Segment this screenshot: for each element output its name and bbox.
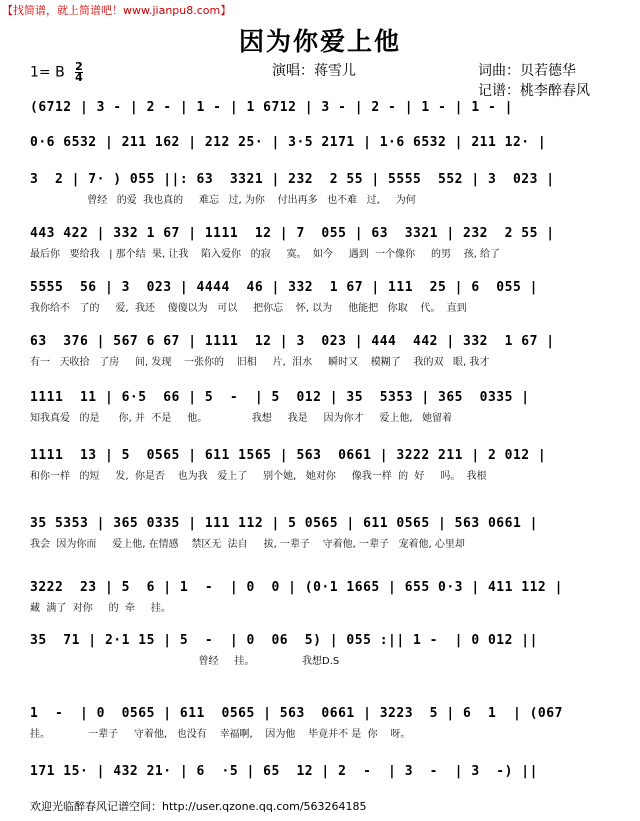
notation-line: 1 - | 0 0565 | 611 0565 | 563 0661 | 3223 5 | 6 1 | (067 xyxy=(30,706,563,721)
lyric-line: 曾经 挂。 我想D.S xyxy=(30,656,340,667)
lyric-line: 和你一样 的短 发, 你是否 也为我 爱上了 别个她, 她对你 像我一样 的 好 吗。 我根 xyxy=(30,471,487,482)
key-label: 1= B xyxy=(30,64,65,81)
lyric-line: 曾经 的爱 我也真的 难忘 过, 为你 付出再多 也不难 过, 为何 xyxy=(30,195,416,206)
notation-line: 35 71 | 2·1 15 | 5 - | 0 06 5) | 055 :|| 1 - | 0 012 || xyxy=(30,633,538,648)
notation-line: 3 2 | 7· ) 055 ||: 63 3321 | 232 2 55 | 5555 552 | 3 023 | xyxy=(30,172,555,187)
notation-line: 35 5353 | 365 0335 | 111 112 | 5 0565 | 611 0565 | 563 0661 | xyxy=(30,516,538,531)
notation-line: 1111 11 | 6·5 66 | 5 - | 5 012 | 35 5353 | 365 0335 | xyxy=(30,390,530,405)
lyric-line: 最后你 要给我 | 那个结 果, 让我 陷入爱你 的寂 寞。 如今 遇到 一个像你 的男 孩, 给了 xyxy=(30,249,501,260)
notation-line: 1111 13 | 5 0565 | 611 1565 | 563 0661 | 3222 211 | 2 012 | xyxy=(30,448,547,463)
singer-credit: 演唱：蒋雪儿 xyxy=(272,63,356,79)
notation-line: 171 15· | 432 21· | 6 ·5 | 65 12 | 2 - | 3 - | 3 -) || xyxy=(30,764,538,779)
lyric-line: 挂。 一辈子 守着他, 也没有 幸福啊, 因为他 毕竟并不 是 你 呀。 xyxy=(30,729,411,740)
composer-credit: 词曲：贝若德华 xyxy=(478,63,576,79)
notation-line: 443 422 | 332 1 67 | 1111 12 | 7 055 | 63 3321 | 232 2 55 | xyxy=(30,226,555,241)
notation-line: 0·6 6532 | 211 162 | 212 25· | 3·5 2171 | 1·6 6532 | 211 12· | xyxy=(30,135,547,150)
lyric-line: 知我真爱 的是 你, 并 不是 他。 我想 我是 因为你才 爱上他, 她留着 xyxy=(30,413,453,424)
source-banner: 【找简谱，就上简谱吧！www.jianpu8.com】 xyxy=(2,4,232,17)
lyric-line: 藏 满了 对你 的 牵 挂。 xyxy=(30,603,171,614)
transcriber-credit: 记谱：桃李醉春风 xyxy=(478,83,590,99)
time-signature-bottom: 4 xyxy=(75,71,83,84)
time-signature xyxy=(75,62,83,83)
notation-line: 3222 23 | 5 6 | 1 - | 0 0 | (0·1 1665 | 655 0·3 | 411 112 | xyxy=(30,580,563,595)
notation-line: 5555 56 | 3 023 | 4444 46 | 332 1 67 | 111 25 | 6 055 | xyxy=(30,280,538,295)
notation-line: (6712 | 3 - | 2 - | 1 - | 1 6712 | 3 - | 2 - | 1 - | 1 - | xyxy=(30,100,513,115)
lyric-line: 我你给不 了的 爱, 我还 傻傻以为 可以 把你忘 怀, 以为 他能把 你取 代。 直到 xyxy=(30,303,467,314)
notation-line: 63 376 | 567 6 67 | 1111 12 | 3 023 | 444 442 | 332 1 67 | xyxy=(30,334,555,349)
lyric-line: 我会 因为你而 爱上他, 在情感 禁区无 法自 拔, 一辈子 守着他, 一辈子 宠着他, 心里却 xyxy=(30,539,465,550)
time-signature-top: 2 xyxy=(75,60,83,73)
key-signature xyxy=(30,62,83,83)
footer-credit: 欢迎光临醉春风记谱空间：http://user.qzone.qq.com/563264185 xyxy=(30,800,367,813)
song-title: 因为你爱上他 xyxy=(238,27,401,56)
lyric-line: 有一 天收拾 了房 间, 发现 一张你的 旧相 片, 泪水 瞬时又 模糊了 我的双 眼, 我才 xyxy=(30,357,490,368)
